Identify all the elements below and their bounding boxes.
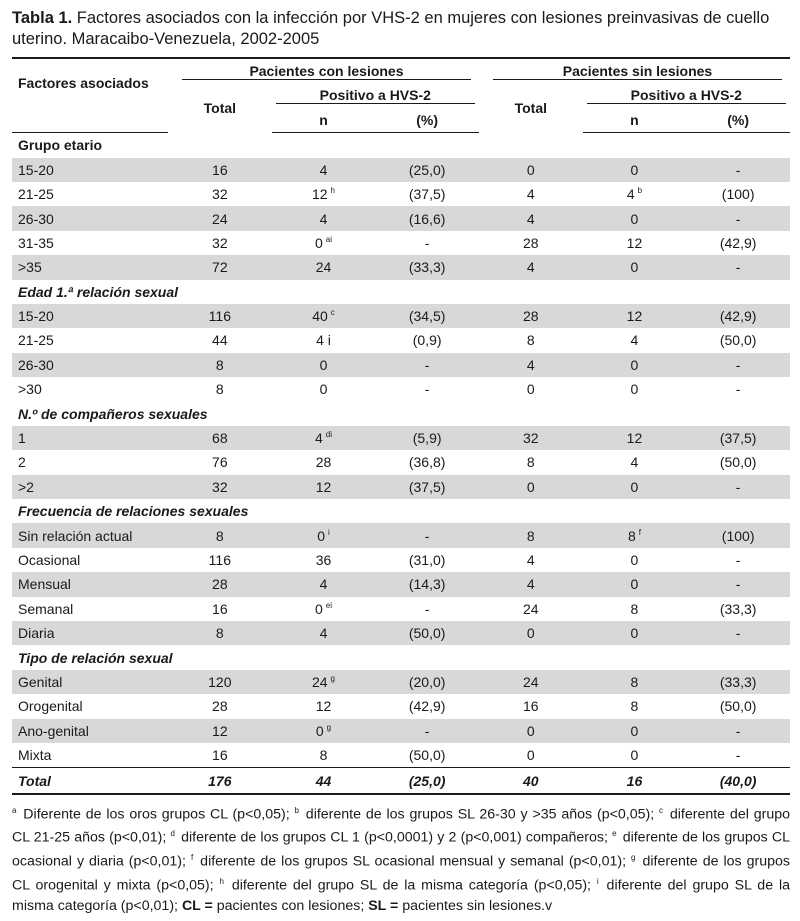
cl-total-cell: 16: [212, 747, 228, 764]
sl-total-cell: 4: [526, 186, 535, 203]
footnote-marker: a: [12, 805, 17, 815]
sl-total-cell: 8: [526, 332, 535, 349]
cl-total-cell: 44: [212, 332, 228, 349]
sl-pct-cell: -: [735, 747, 741, 764]
cl-total-cell: 16: [212, 600, 228, 617]
sl-pct-cell: (42,9): [719, 234, 757, 251]
sl-total-cell: 4: [479, 572, 583, 596]
sl-n-cell-value: 12: [626, 430, 643, 447]
cl-pct-cell: (5,9): [375, 426, 479, 450]
cl-pct-cell: (14,3): [375, 572, 479, 596]
footnote-text: diferente de los grupos CL orogenital y mixta (p<0,05);: [12, 853, 790, 894]
cl-n-cell-value: 0: [319, 356, 328, 373]
group-header-row: [12, 280, 790, 304]
sl-pct-cell: -: [686, 353, 790, 377]
cl-n-cell: [272, 328, 376, 352]
total-cl-total: 176: [168, 768, 272, 794]
footnote-marker: f: [190, 853, 194, 863]
cl-total-cell: 116: [168, 304, 272, 328]
sl-n-cell: [583, 548, 687, 572]
group-title: N.º de compañeros sexuales: [18, 405, 208, 422]
sl-n-cell: [583, 304, 687, 328]
table-row: [12, 670, 790, 694]
table-row: [12, 206, 790, 230]
cl-total-cell: 120: [168, 670, 272, 694]
sl-n-cell-value: 8: [630, 600, 639, 617]
sl-total-cell: 0: [479, 475, 583, 499]
sl-pct-cell: -: [686, 206, 790, 230]
footnote-text: diferente de los grupos CL 1 (p<0,0001) y 2 (p<0,001) compañeros;: [176, 830, 613, 847]
table-row: [12, 158, 790, 182]
sl-n-cell-value: 12: [626, 234, 643, 251]
footnote-marker: c: [659, 805, 664, 815]
row-label: Semanal: [18, 600, 74, 617]
sl-pct-cell: (33,3): [719, 600, 757, 617]
header-row-3: [12, 108, 790, 133]
footnote-text: diferente de los grupos CL ocasional y diaria (p<0,01);: [12, 830, 790, 870]
cl-n-cell: [272, 621, 376, 645]
cl-total-cell: 28: [212, 698, 228, 715]
sl-n-cell-footnote: f: [638, 527, 641, 537]
table-caption: [12, 8, 790, 50]
row-label: 21-25: [18, 332, 54, 349]
total-label: Total: [12, 768, 168, 794]
table-row: [12, 353, 790, 377]
sl-pct-cell: (50,0): [719, 454, 757, 471]
cl-pct-cell: (50,0): [408, 747, 446, 764]
cl-n-cell-footnote: h: [330, 186, 335, 196]
cl-n-cell: [272, 670, 376, 694]
sl-n-cell: [583, 182, 687, 206]
legend-sl-abbr: SL =: [368, 897, 399, 914]
table-row: [12, 597, 790, 621]
cl-total-cell: 32: [212, 234, 228, 251]
sl-total-cell: 28: [523, 234, 539, 251]
header-sl-group: Pacientes sin lesiones: [479, 58, 790, 83]
row-label: >35: [12, 255, 168, 279]
cl-total-cell: 116: [208, 552, 231, 568]
sl-n-cell: [583, 719, 687, 743]
header-factores: Factores asociados: [12, 58, 168, 108]
sl-n-cell-value: 0: [630, 722, 639, 739]
total-row: [12, 768, 790, 794]
cl-n-cell-footnote: ai: [325, 235, 332, 245]
sl-total-cell: 0: [526, 747, 535, 764]
cl-n-cell: [272, 548, 376, 572]
sl-n-cell: [583, 450, 687, 474]
table-row: [12, 621, 790, 645]
sl-n-cell: [583, 255, 687, 279]
sl-total-cell: 8: [526, 454, 535, 471]
cl-n-cell-footnote: g: [326, 723, 332, 733]
sl-n-cell: [583, 475, 687, 499]
table-row: [12, 182, 790, 206]
cl-n-cell: [272, 475, 376, 499]
header-cl-n: n: [272, 108, 376, 133]
row-label: 31-35: [18, 234, 54, 251]
sl-pct-cell: (37,5): [686, 426, 790, 450]
sl-pct-cell: -: [735, 381, 741, 398]
cl-pct-cell: -: [375, 353, 479, 377]
sl-n-cell-value: 0: [630, 478, 639, 495]
cl-n-cell-value: 12: [311, 186, 328, 203]
row-label: Diaria: [12, 621, 168, 645]
header-sl-pct: (%): [686, 108, 790, 133]
row-label: 26-30: [12, 353, 168, 377]
cl-pct-cell: (25,0): [375, 158, 479, 182]
row-label: Genital: [12, 670, 168, 694]
cl-n-cell-footnote: ei: [325, 601, 332, 611]
sl-total-cell: 0: [479, 719, 583, 743]
cl-total-cell: 76: [212, 454, 228, 471]
cl-n-cell-value: 4: [319, 576, 328, 593]
total-sl-n: 16: [583, 768, 687, 794]
sl-pct-cell: -: [686, 475, 790, 499]
table-row: [12, 255, 790, 279]
row-label: >30: [18, 381, 42, 398]
cl-n-cell-value: 36: [315, 552, 332, 568]
cl-total-cell: 72: [168, 255, 272, 279]
sl-n-cell-value: 0: [630, 747, 639, 764]
row-label: 1: [12, 426, 168, 450]
table-row: [12, 743, 790, 768]
sl-total-cell: 4: [526, 552, 535, 568]
cl-pct-cell: (34,5): [375, 304, 479, 328]
header-sl-positivo: Positivo a HVS-2: [583, 83, 790, 107]
sl-n-cell-value: 0: [630, 161, 639, 178]
row-label: 21-25: [18, 186, 54, 203]
header-cl-total: Total: [203, 100, 237, 117]
sl-n-cell: [583, 231, 687, 255]
footnote-text: diferente de los grupos SL 26-30 y >35 años (p<0,05);: [300, 806, 660, 823]
cl-n-cell-value: 0: [314, 234, 323, 251]
total-cl-n: 44: [272, 768, 376, 794]
table-row: [12, 426, 790, 450]
cl-n-cell-value: 0: [314, 600, 323, 617]
cl-n-cell: [272, 572, 376, 596]
caption-text: Factores asociados con la infección por VHS-2 en mujeres con lesiones preinvasivas de cuello uterino. Maracaibo-Venezuela, 2002-2005: [12, 9, 770, 48]
row-label: 15-20: [12, 158, 168, 182]
sl-total-cell: 8: [479, 523, 583, 547]
sl-pct-cell: (42,9): [686, 304, 790, 328]
sl-total-cell: 32: [479, 426, 583, 450]
group-title: Edad 1.ª relación sexual: [18, 283, 179, 300]
sl-pct-cell: (50,0): [719, 332, 757, 349]
sl-total-cell: 0: [526, 381, 535, 398]
sl-n-cell: [583, 572, 687, 596]
sl-n-cell: [583, 621, 687, 645]
cl-n-cell: [272, 743, 376, 768]
sl-pct-cell: -: [686, 255, 790, 279]
cl-total-cell: 24: [168, 206, 272, 230]
cl-n-cell-footnote: c: [330, 308, 335, 318]
cl-n-cell-footnote: i: [327, 527, 330, 537]
cl-n-cell-value: 24: [311, 673, 328, 690]
cl-n-cell: [272, 353, 376, 377]
sl-n-cell-value: 12: [626, 308, 643, 325]
cl-total-cell: 32: [168, 475, 272, 499]
cl-n-cell: [272, 255, 376, 279]
sl-total-cell: 24: [479, 670, 583, 694]
cl-n-cell: [272, 377, 376, 401]
table-row: [12, 450, 790, 474]
table-row: [12, 304, 790, 328]
cl-n-cell-value: 28: [315, 454, 332, 471]
total-sl-pct: (40,0): [686, 768, 790, 794]
sl-n-cell: [583, 597, 687, 621]
header-cl-positivo: Positivo a HVS-2: [272, 83, 479, 107]
sl-pct-cell: -: [686, 621, 790, 645]
cl-n-cell: [272, 719, 376, 743]
header-cl-pct: (%): [375, 108, 479, 133]
sl-pct-cell: (50,0): [719, 698, 757, 715]
cl-total-cell: 8: [215, 381, 224, 398]
sl-n-cell-value: 4: [626, 186, 635, 203]
sl-pct-cell: (33,3): [686, 670, 790, 694]
group-header-row: [12, 645, 790, 669]
sl-n-cell: [583, 353, 687, 377]
sl-n-cell: [583, 206, 687, 230]
cl-n-cell: [272, 206, 376, 230]
group-header-row: [12, 499, 790, 523]
footnote-text: Diferente de los oros grupos CL (p<0,05);: [18, 806, 295, 823]
cl-pct-cell: (37,5): [375, 475, 479, 499]
legend-sl-text: pacientes sin lesiones.v: [398, 897, 553, 914]
cl-total-cell: 28: [168, 572, 272, 596]
sl-n-cell: [583, 426, 687, 450]
sl-n-cell-value: 0: [630, 576, 639, 593]
sl-total-cell: 24: [523, 600, 539, 617]
row-label: 2: [18, 454, 26, 471]
row-label: Ocasional: [18, 552, 81, 568]
table-row: [12, 231, 790, 255]
cl-pct-cell: (42,9): [408, 698, 446, 715]
row-label: Mixta: [18, 747, 52, 764]
cl-n-cell: [272, 426, 376, 450]
cl-n-cell-value: 0: [317, 527, 325, 544]
row-label: Orogenital: [18, 698, 83, 715]
cl-pct-cell: (37,5): [408, 186, 446, 203]
sl-n-cell-value: 4: [630, 332, 639, 349]
row-label: 15-20: [12, 304, 168, 328]
cl-pct-cell: (33,3): [375, 255, 479, 279]
cl-n-cell-value: 4 i: [316, 332, 331, 349]
footnote-marker: i: [596, 876, 599, 886]
sl-pct-cell: (100): [721, 186, 755, 203]
cl-total-cell: 8: [168, 353, 272, 377]
total-sl-total: 40: [479, 768, 583, 794]
sl-n-cell-footnote: b: [637, 186, 643, 196]
sl-n-cell-value: 0: [630, 625, 639, 642]
sl-n-cell: [583, 523, 687, 547]
cl-n-cell-value: 8: [319, 747, 328, 764]
row-label: >2: [12, 475, 168, 499]
sl-pct-cell: -: [735, 552, 741, 568]
sl-total-cell: 4: [479, 255, 583, 279]
sl-n-cell-value: 8: [627, 527, 636, 544]
cl-n-cell: [272, 450, 376, 474]
cl-n-cell-value: 24: [315, 259, 332, 276]
sl-n-cell: [583, 377, 687, 401]
footnote-marker: g: [631, 853, 636, 863]
sl-total-cell: 4: [479, 353, 583, 377]
row-label: 26-30: [12, 206, 168, 230]
sl-total-cell: 0: [479, 621, 583, 645]
sl-pct-cell: -: [686, 572, 790, 596]
cl-n-cell: [272, 182, 376, 206]
cl-pct-cell: (31,0): [408, 552, 446, 568]
legend-cl-abbr: CL =: [181, 897, 213, 914]
row-label: Sin relación actual: [12, 523, 168, 547]
row-label: Mensual: [12, 572, 168, 596]
cl-total-cell: 12: [168, 719, 272, 743]
header-sl-n: n: [583, 108, 687, 133]
sl-n-cell: [583, 743, 687, 768]
cl-n-cell: [272, 694, 376, 718]
sl-pct-cell: (100): [686, 523, 790, 547]
cl-total-cell: 32: [212, 186, 228, 203]
table-row: [12, 719, 790, 743]
group-header-row: [12, 133, 790, 158]
footnote-text: diferente del grupo CL 21-25 años (p<0,01);: [12, 806, 790, 847]
cl-n-cell-value: 4: [319, 210, 328, 227]
sl-pct-cell: -: [686, 719, 790, 743]
table-row: [12, 694, 790, 718]
group-title: Tipo de relación sexual: [18, 649, 173, 666]
table-footnotes: [12, 801, 790, 916]
sl-total-cell: 28: [479, 304, 583, 328]
row-label: Ano-genital: [12, 719, 168, 743]
sl-n-cell-value: 8: [630, 673, 639, 690]
cl-n-cell-value: 4: [319, 625, 328, 642]
cl-n-cell: [272, 231, 376, 255]
cl-n-cell: [272, 158, 376, 182]
cl-pct-cell: (20,0): [375, 670, 479, 694]
sl-n-cell: [583, 694, 687, 718]
header-row-1: [12, 58, 790, 83]
header-sl-total: Total: [514, 100, 547, 117]
table-row: [12, 523, 790, 547]
sl-n-cell-value: 0: [630, 381, 639, 398]
cl-pct-cell: (0,9): [412, 332, 442, 349]
sl-n-cell-value: 0: [630, 552, 639, 568]
cl-n-cell-footnote: g: [330, 674, 335, 684]
cl-n-cell-value: 0: [315, 722, 324, 739]
cl-n-cell-footnote: di: [325, 430, 332, 440]
table-row: [12, 548, 790, 572]
cl-pct-cell: (16,6): [375, 206, 479, 230]
table-row: [12, 572, 790, 596]
group-title: Grupo etario: [18, 137, 103, 154]
sl-n-cell-value: 4: [630, 454, 639, 471]
document-page: [12, 8, 790, 916]
cl-total-cell: 68: [168, 426, 272, 450]
sl-total-cell: 16: [523, 698, 539, 715]
legend-cl-text: pacientes con lesiones;: [212, 897, 369, 914]
sl-pct-cell: -: [686, 158, 790, 182]
total-cl-pct: (25,0): [375, 768, 479, 794]
cl-n-cell-value: 12: [315, 478, 332, 495]
cl-pct-cell: -: [375, 523, 479, 547]
sl-n-cell-value: 0: [630, 259, 639, 276]
footnote-text: diferente de los grupos SL ocasional mensual y semanal (p<0,01);: [195, 853, 632, 870]
sl-n-cell: [583, 158, 687, 182]
cl-pct-cell: (36,8): [408, 454, 446, 471]
sl-n-cell: [583, 670, 687, 694]
sl-n-cell-value: 0: [630, 356, 639, 373]
group-title: Frecuencia de relaciones sexuales: [18, 503, 249, 520]
cl-n-cell-value: 0: [319, 381, 328, 398]
sl-n-cell: [583, 328, 687, 352]
sl-n-cell-value: 0: [630, 210, 639, 227]
sl-total-cell: 4: [479, 206, 583, 230]
cl-total-cell: 8: [168, 621, 272, 645]
cl-n-cell: [272, 523, 376, 547]
cl-n-cell-value: 4: [319, 161, 328, 178]
cl-pct-cell: (50,0): [375, 621, 479, 645]
cl-n-cell-value: 4: [314, 430, 323, 447]
table-row: [12, 328, 790, 352]
cl-total-cell: 8: [168, 523, 272, 547]
footnote-marker: d: [170, 829, 175, 839]
cl-n-cell-value: 40: [312, 308, 328, 325]
footnote-text: diferente del grupo SL de la misma categoría (p<0,05);: [225, 877, 597, 894]
table-row: [12, 475, 790, 499]
cl-total-cell: 16: [168, 158, 272, 182]
footnote-marker: e: [612, 829, 617, 839]
footnote-marker: b: [294, 805, 299, 815]
cl-pct-cell: -: [424, 381, 430, 398]
cl-n-cell: [272, 304, 376, 328]
data-table: [12, 57, 790, 795]
sl-total-cell: 0: [479, 158, 583, 182]
cl-pct-cell: -: [424, 234, 430, 251]
group-header-row: [12, 401, 790, 425]
cl-n-cell: [272, 597, 376, 621]
table-row: [12, 377, 790, 401]
caption-label: Tabla 1.: [12, 9, 73, 27]
cl-n-cell-value: 12: [315, 698, 332, 715]
footnote-text: diferente del grupo SL de la misma categoría (p<0,01);: [12, 877, 791, 914]
cl-pct-cell: -: [375, 719, 479, 743]
cl-pct-cell: -: [424, 600, 430, 617]
footnote-marker: h: [219, 876, 224, 886]
sl-n-cell-value: 8: [630, 698, 639, 715]
header-cl-group: Pacientes con lesiones: [168, 58, 479, 83]
